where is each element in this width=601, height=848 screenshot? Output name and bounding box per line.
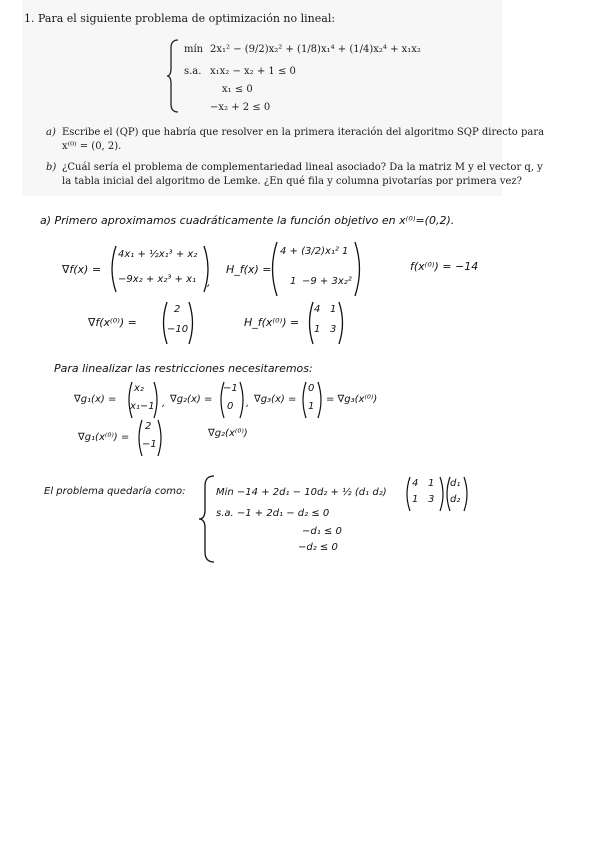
grad-g3-lhs: ∇g₃(x) = <box>254 394 297 405</box>
grad-g3-r2: 1 <box>308 401 315 412</box>
qp-m-r2c2: 3 <box>428 494 435 505</box>
qp-m-r1c2: 1 <box>428 478 435 489</box>
grad-g1-x0-r1: 2 <box>145 421 152 432</box>
grad-g1-x0-lhs: ∇g₁(x⁽⁰⁾) = <box>78 432 130 443</box>
hess-f-lhs: H_f(x) = <box>226 263 272 276</box>
objective-label: mín <box>184 44 204 55</box>
constraint-3: −x₂ + 2 ≤ 0 <box>210 102 271 113</box>
hess-f-r1c1: 4 + (3/2)x₁² <box>280 246 339 257</box>
hess-f-r1c2: 1 <box>342 246 349 257</box>
part-a-line-2: x⁽⁰⁾ = (0, 2). <box>62 141 122 152</box>
part-b-label: b) <box>46 162 57 173</box>
hess-f-x0-r1c1: 4 <box>314 304 321 315</box>
qp-constraint-3: −d₂ ≤ 0 <box>298 542 338 553</box>
part-b-line-1: ¿Cuál sería el problema de complementariedad lineal asociado? Da la matriz M y el vector q, y <box>62 162 543 173</box>
constraint-2: x₁ ≤ 0 <box>222 84 253 95</box>
st-label: s.a. <box>184 66 202 77</box>
grad-f-row-2: −9x₂ + x₂³ + x₁ <box>118 274 197 285</box>
qp-min: Min −14 + 2d₁ − 10d₂ + ½ (d₁ d₂) <box>216 487 387 498</box>
linearize-text: Para linealizar las restricciones necesitaremos: <box>54 362 313 375</box>
grad-g3-rhs: = ∇g₃(x⁽⁰⁾) <box>326 394 378 405</box>
qp-v-r2: d₂ <box>450 494 461 505</box>
grad-g1-lhs: ∇g₁(x) = <box>74 394 117 405</box>
comma: , <box>162 398 166 409</box>
comma: , <box>246 398 250 409</box>
qp-v-r1: d₁ <box>450 478 461 489</box>
grad-g2-r2: 0 <box>227 401 234 412</box>
part-a-label: a) <box>46 127 56 138</box>
qp-intro: El problema quedaría como: <box>44 486 186 497</box>
hess-f-r2c2: −9 + 3x₂² <box>302 276 352 287</box>
grad-g2-x0-lhs: ∇g₂(x⁽⁰⁾) <box>208 428 248 439</box>
constraint-1: x₁x₂ − x₂ + 1 ≤ 0 <box>210 66 296 77</box>
grad-f-x0-r2: −10 <box>167 324 189 335</box>
part-b-line-2: la tabla inicial del algoritmo de Lemke. ¿En qué fila y columna pivotarías por primera vez? <box>62 176 523 187</box>
grad-g1-r1: x₂ <box>134 383 144 394</box>
qp-m-r2c1: 1 <box>412 494 419 505</box>
grad-g2-r1: −1 <box>223 383 238 394</box>
hess-f-x0-lhs: H_f(x⁽⁰⁾) = <box>244 316 300 329</box>
objective: 2x₁² − (9/2)x₂² + (1/8)x₁⁴ + (1/4)x₂⁴ + x₁x₂ <box>210 44 421 55</box>
grad-g1-x0-r2: −1 <box>142 439 157 450</box>
f-at-x0: f(x⁽⁰⁾) = −14 <box>410 260 479 273</box>
problem-heading: 1. Para el siguiente problema de optimización no lineal: <box>24 12 336 25</box>
grad-g3-r1: 0 <box>308 383 315 394</box>
hess-f-x0-r2c1: 1 <box>314 324 321 335</box>
grad-f-lhs: ∇f(x) = <box>62 263 102 276</box>
grad-g2-lhs: ∇g₂(x) = <box>170 394 213 405</box>
grad-g1-r2: x₁−1 <box>130 401 155 412</box>
grad-f-row-1: 4x₁ + ½x₁³ + x₂ <box>118 249 198 260</box>
hess-f-r2c1: 1 <box>290 276 297 287</box>
qp-constraint-1: s.a. −1 + 2d₁ − d₂ ≤ 0 <box>216 508 330 519</box>
hess-f-x0-r1c2: 1 <box>330 304 337 315</box>
problem-brace <box>166 38 180 114</box>
part-a-line-1: Escribe el (QP) que habría que resolver en la primera iteración del algoritmo SQP directo para <box>62 127 545 138</box>
grad-f-x0-lhs: ∇f(x⁽⁰⁾) = <box>88 316 137 329</box>
hess-f-x0-r2c2: 3 <box>330 324 337 335</box>
qp-m-r1c1: 4 <box>412 478 419 489</box>
hess-f-x0-parens <box>306 300 346 346</box>
qp-constraint-2: −d₁ ≤ 0 <box>302 526 342 537</box>
qp-brace <box>198 474 216 564</box>
solution-intro: a) Primero aproximamos cuadráticamente la función objetivo en x⁽⁰⁾=(0,2). <box>40 214 455 227</box>
grad-f-x0-r1: 2 <box>174 304 181 315</box>
comma: , <box>207 276 211 289</box>
